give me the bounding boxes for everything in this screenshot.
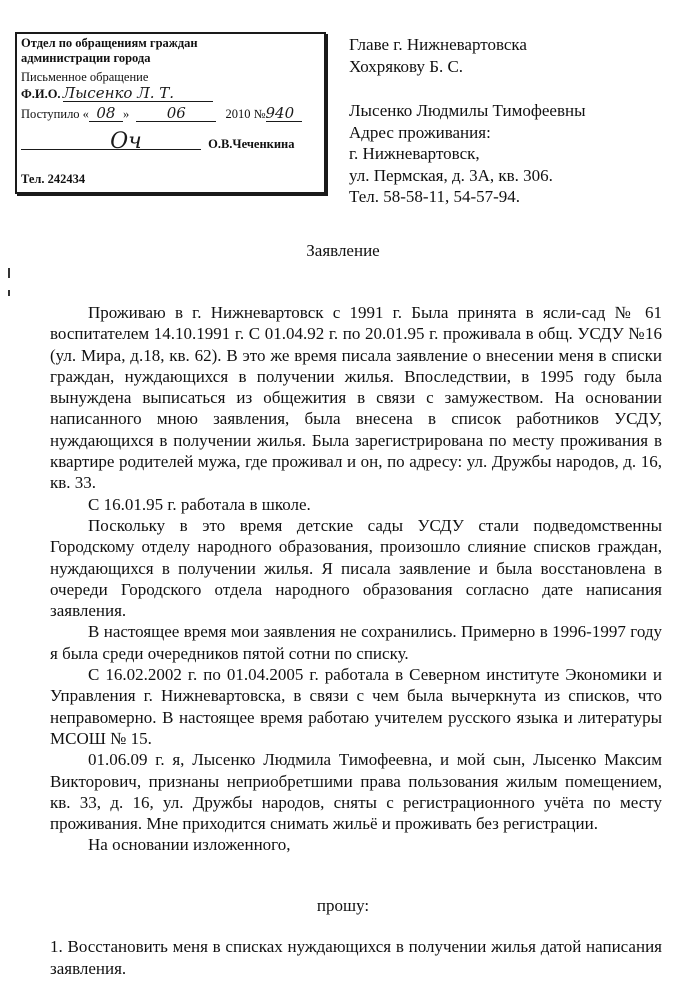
body-paragraph: С 16.01.95 г. работала в школе. — [88, 494, 311, 514]
request-item: 1. Восстановить меня в списках нуждающихся в получении жилья датой написания заявления. — [50, 937, 662, 978]
stamp-fio-label: Ф.И.О. — [21, 87, 61, 101]
body-paragraph: В настоящее время мои заявления не сохранились. Примерно в 1996-1997 году я была среди очередников пятой сотни по списку. — [50, 622, 662, 663]
stamp-received-day: 08 — [89, 106, 123, 122]
stamp-signature: Оч — [21, 134, 201, 150]
stamp-fio-handwritten: Лысенко Л. Т. — [63, 86, 213, 102]
stamp-official-name: О.В.Чеченкина — [208, 137, 295, 151]
stamp-dept-line1: Отдел по обращениям граждан — [21, 36, 198, 50]
stamp-fio-row — [21, 86, 213, 102]
stamp-written-label: Письменное обращение — [21, 70, 149, 84]
sender-street: ул. Пермская, д. 3А, кв. 306. — [349, 165, 553, 185]
stamp-received-label: Поступило « — [21, 107, 89, 121]
sender-name: Лысенко Людмилы Тимофеевны — [349, 101, 586, 120]
addressee-line2: Хохрякову Б. С. — [349, 57, 464, 76]
addressee-block — [349, 34, 669, 78]
stamp-received-number: 940 — [266, 106, 302, 122]
registration-stamp — [15, 32, 326, 194]
request-heading: прошу: — [316, 896, 370, 915]
stamp-received-year: 2010 № — [225, 107, 266, 121]
margin-mark — [8, 268, 10, 278]
body-paragraph: Проживаю в г. Нижневартовск с 1991 г. Была принята в ясли-сад № 61 воспитателем 14.10.1991 г. С 01.04.92 г. по 20.01.95 г. проживала в общ. УСДУ №16 (ул. Мира, д.18, кв. 62). В это же время писала заявление о внесении меня в списки граждан, нуждающихся в получении жилья. Впоследствии, в 1995 году была вынуждена выписаться из общежития в связи с замужеством. На основании написанного мною заявления, была внесена в список работников УСДУ, нуждающихся в получении жилья. Была зарегистрирована по месту проживания в квартире родителей мужа, где проживал и он, по адресу: ул. Дружбы народов, д. 16, кв. 33. — [50, 303, 662, 493]
stamp-phone: Тел. 242434 — [21, 172, 86, 186]
sender-phones: Тел. 58-58-11, 54-57-94. — [349, 187, 521, 206]
body-paragraph: 01.06.09 г. я, Лысенко Людмила Тимофеевна, и мой сын, Лысенко Максим Викторович, признаны неприобретшими права пользования жилым помещением, кв. 33, д. 16, ул. Дружбы народов, сняты с регистрационного учёта по месту проживания. Мне приходится снимать жильё и проживать без регистрации. — [50, 750, 662, 834]
sender-city: г. Нижневартовск, — [349, 144, 480, 163]
document-body — [50, 302, 662, 856]
addressee-line1: Главе г. Нижневартовска — [349, 35, 527, 54]
stamp-signature-row — [21, 129, 295, 154]
body-paragraph: Поскольку в это время детские сады УСДУ стали подведомственны Городскому отделу народного образования, произошло слияние списков граждан, нуждающихся в получении жилья. Я писала заявление и была восстановлена в очереди Городского отдела народного образования согласно дате написания заявления. — [50, 515, 662, 621]
stamp-received-row: Поступило « 08 » 06 2010 №940 — [21, 106, 302, 122]
document-title: Заявление — [306, 241, 380, 260]
body-paragraph: На основании изложенного, — [88, 835, 291, 855]
sender-block — [349, 100, 669, 208]
body-paragraph: С 16.02.2002 г. по 01.04.2005 г. работала в Северном институте Экономики и Управления г. Нижневартовска, в связи с чем была вычеркнута из списков, что неправомерно. В настоящее время работаю учителем русского языка и литературы МСОШ № 15. — [50, 665, 662, 748]
stamp-received-month: 06 — [136, 106, 216, 122]
stamp-dept-line2: администрации города — [21, 51, 151, 65]
sender-address-label: Адрес проживания: — [349, 122, 491, 142]
margin-mark — [8, 290, 10, 296]
